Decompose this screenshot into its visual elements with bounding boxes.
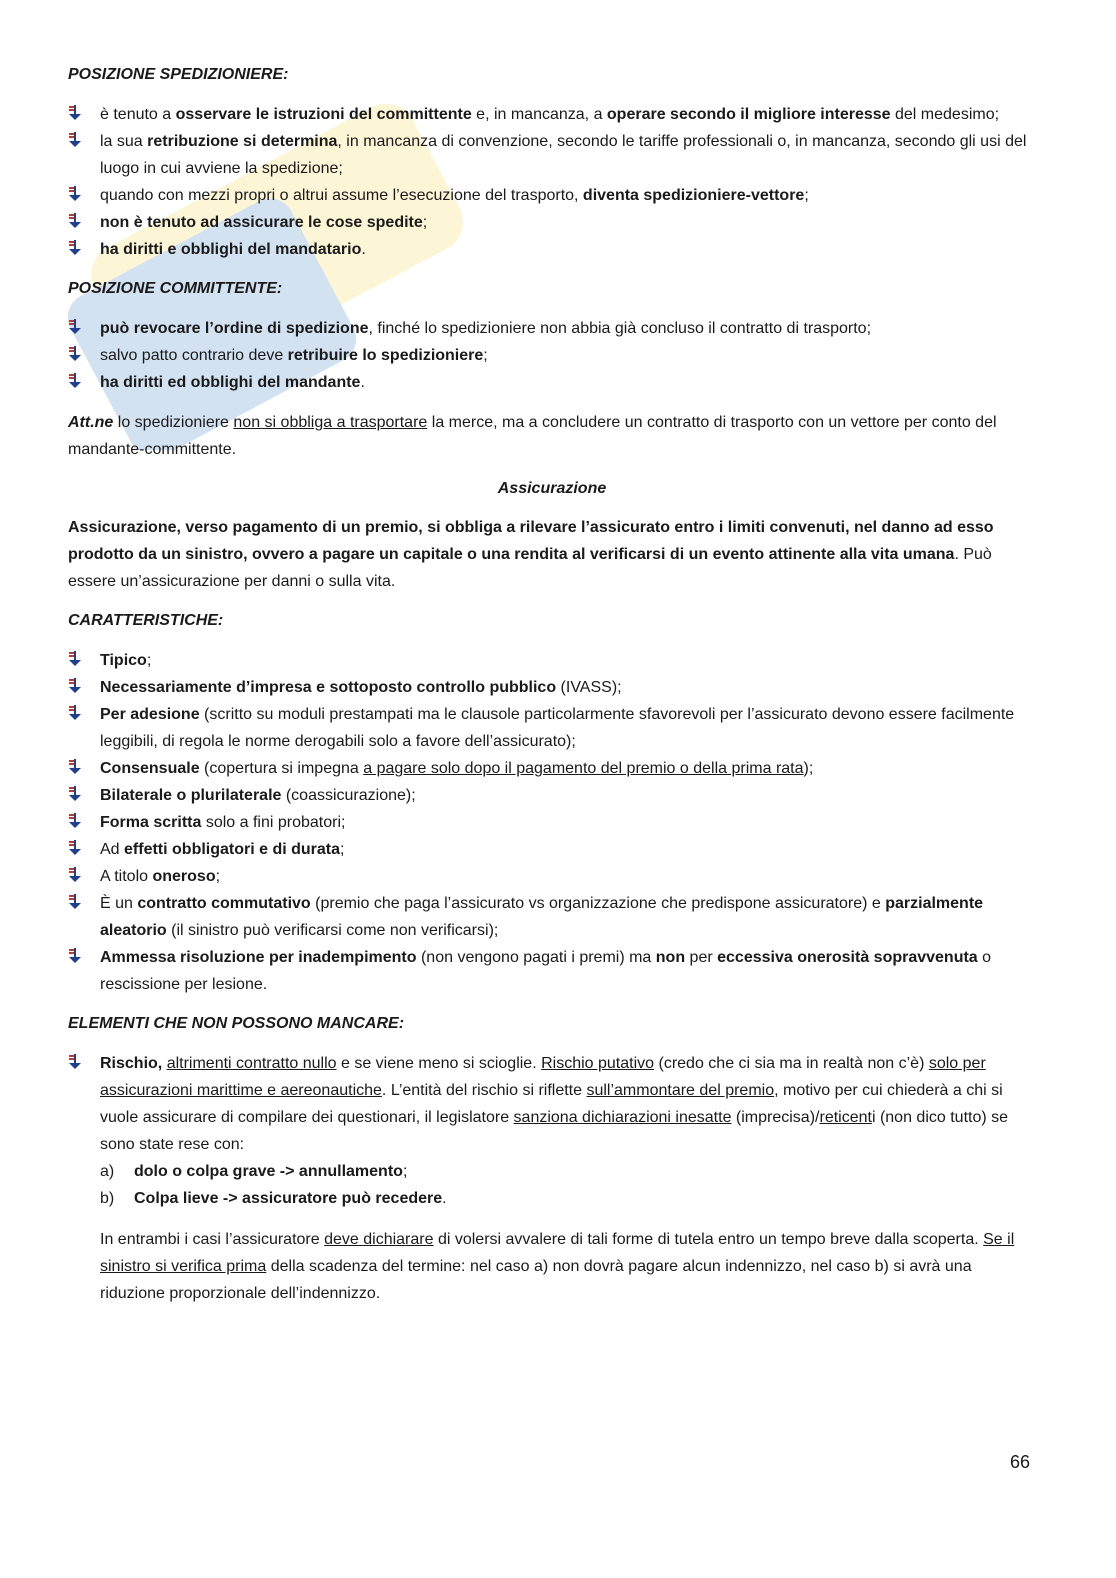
heading-elementi: ELEMENTI CHE NON POSSONO MANCARE: [68, 1015, 405, 1032]
sublist-label: a) [100, 1163, 115, 1180]
list-caratteristiche [68, 647, 1036, 998]
arrow-down-bullet-icon [68, 1054, 82, 1070]
section-title-assicurazione: Assicurazione [497, 480, 607, 497]
list-item: Ad effetti obbligatori e di durata; [68, 836, 1036, 863]
list-item: Tipico; [68, 647, 1036, 674]
arrow-down-bullet-icon [68, 894, 82, 910]
arrow-down-bullet-icon [68, 240, 82, 256]
list-item: quando con mezzi propri o altrui assume l’esecuzione del trasporto, diventa spedizioniere-vettore; [68, 182, 1036, 209]
arrow-down-bullet-icon [68, 651, 82, 667]
arrow-down-bullet-icon [68, 132, 82, 148]
list-item: Per adesione (scritto su moduli prestampati ma le clausole particolarmente sfavorevoli per l’assicurato devono essere facilmente leggibili, di regola le norme derogabili solo a favore dell’assicurato); [68, 701, 1036, 755]
sublist-label: b) [100, 1190, 115, 1207]
heading-posizione-committente: POSIZIONE COMMITTENTE: [68, 280, 283, 297]
arrow-down-bullet-icon [68, 319, 82, 335]
page-number: 66 [1010, 1452, 1031, 1472]
list-item: Consensuale (copertura si impegna a pagare solo dopo il pagamento del premio o della prima rata); [68, 755, 1036, 782]
arrow-down-bullet-icon [68, 346, 82, 362]
list-item: Necessariamente d’impresa e sottoposto controllo pubblico (IVASS); [68, 674, 1036, 701]
sublist-text: dolo o colpa grave -> annullamento; [134, 1163, 408, 1180]
arrow-down-bullet-icon [68, 786, 82, 802]
list-item: salvo patto contrario deve retribuire lo spedizioniere; [68, 342, 1036, 369]
arrow-down-bullet-icon [68, 186, 82, 202]
arrow-down-bullet-icon [68, 867, 82, 883]
list-item: A titolo oneroso; [68, 863, 1036, 890]
document-page [68, 62, 1036, 1320]
closing-paragraph: In entrambi i casi l’assicuratore deve dichiarare di volersi avvalere di tali forme di tutela entro un tempo breve dalla scoperta. Se il sinistro si verifica prima della scadenza del termine: nel caso a) non dovrà pagare alcun indennizzo, nel caso b) si avrà una riduzione proporzionale dell’indennizzo. [100, 1231, 1015, 1302]
sublist-item-a [100, 1158, 1036, 1185]
arrow-down-bullet-icon [68, 840, 82, 856]
heading-caratteristiche: CARATTERISTICHE: [68, 612, 224, 629]
list-item: non è tenuto ad assicurare le cose spedite; [68, 209, 1036, 236]
arrow-down-bullet-icon [68, 105, 82, 121]
list-item: la sua retribuzione si determina, in mancanza di convenzione, secondo le tariffe professionali o, in mancanza, secondo gli usi del luogo in cui avviene la spedizione; [68, 128, 1036, 182]
list-item: Rischio, altrimenti contratto nullo e se viene meno si scioglie. Rischio putativo (credo che ci sia ma in realtà non c’è) solo per assicurazioni marittime e aereonautiche. L’entità del rischio si riflette sull’ammontare del premio, motivo per cui chiederà a chi si vuole assicurare di compilare dei questionari, il legislatore sanziona dichiarazioni inesatte (imprecisa)/reticenti (non dico tutto) se sono state rese con: [68, 1050, 1036, 1158]
arrow-down-bullet-icon [68, 813, 82, 829]
arrow-down-bullet-icon [68, 759, 82, 775]
list-item: È un contratto commutativo (premio che paga l’assicurato vs organizzazione che predispone assicuratore) e parzialmente aleatorio (il sinistro può verificarsi come non verificarsi); [68, 890, 1036, 944]
list-elementi [68, 1050, 1036, 1158]
list-item: Bilaterale o plurilaterale (coassicurazione); [68, 782, 1036, 809]
note-paragraph: Att.ne lo spedizioniere non si obbliga a trasportare la merce, ma a concludere un contratto di trasporto con un vettore per conto del mandante-committente. [68, 414, 997, 458]
arrow-down-bullet-icon [68, 373, 82, 389]
arrow-down-bullet-icon [68, 705, 82, 721]
arrow-down-bullet-icon [68, 213, 82, 229]
list-item: ha diritti ed obblighi del mandante. [68, 369, 1036, 396]
list-item: può revocare l’ordine di spedizione, finché lo spedizioniere non abbia già concluso il contratto di trasporto; [68, 315, 1036, 342]
sublist-item-b [100, 1185, 1036, 1212]
list-item: Forma scritta solo a fini probatori; [68, 809, 1036, 836]
arrow-down-bullet-icon [68, 678, 82, 694]
list-posizione-spedizioniere [68, 101, 1036, 263]
definition-paragraph: Assicurazione, verso pagamento di un premio, si obbliga a rilevare l’assicurato entro i limiti convenuti, nel danno ad esso prodotto da un sinistro, ovvero a pagare un capitale o una rendita al verificarsi di un evento attinente alla vita umana. Può essere un’assicurazione per danni o sulla vita. [68, 519, 994, 590]
list-item: ha diritti e obblighi del mandatario. [68, 236, 1036, 263]
sublist-elementi [100, 1158, 1036, 1212]
sublist-text: Colpa lieve -> assicuratore può recedere. [134, 1190, 447, 1207]
list-item: Ammessa risoluzione per inadempimento (non vengono pagati i premi) ma non per eccessiva onerosità sopravvenuta o rescissione per lesione. [68, 944, 1036, 998]
heading-posizione-spedizioniere: POSIZIONE SPEDIZIONIERE: [68, 66, 289, 83]
arrow-down-bullet-icon [68, 948, 82, 964]
list-posizione-committente [68, 315, 1036, 396]
list-item: è tenuto a osservare le istruzioni del committente e, in mancanza, a operare secondo il migliore interesse del medesimo; [68, 101, 1036, 128]
